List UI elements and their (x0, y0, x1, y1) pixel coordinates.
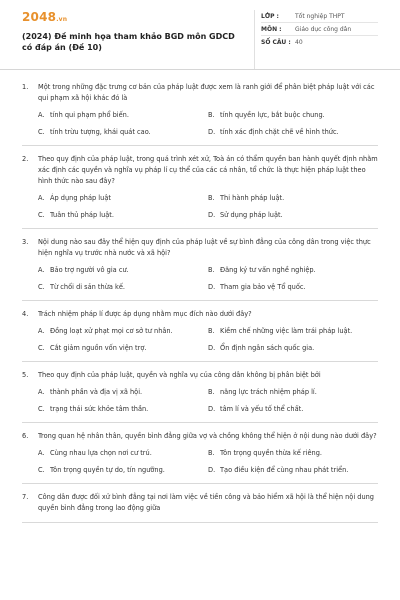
logo-main: 2048 (22, 10, 57, 24)
meta-row-subject (261, 23, 378, 36)
answer-option[interactable] (208, 193, 378, 203)
answer-option[interactable] (38, 326, 208, 336)
question-stem (22, 431, 378, 442)
question-number: 3. (22, 238, 29, 246)
option-letter: A. (38, 449, 45, 457)
option-text: Tuân thủ pháp luật. (50, 211, 114, 219)
answer-options (22, 193, 378, 220)
question-number: 7. (22, 493, 29, 501)
question-list (0, 70, 400, 523)
answer-options (22, 110, 378, 137)
answer-option[interactable] (38, 343, 208, 353)
answer-option[interactable] (38, 193, 208, 203)
site-logo[interactable] (22, 10, 244, 26)
option-letter: B. (208, 388, 215, 396)
answer-option[interactable] (208, 110, 378, 120)
answer-option[interactable] (38, 448, 208, 458)
question-number: 4. (22, 310, 29, 318)
answer-option[interactable] (208, 265, 378, 275)
option-text: tính xác định chặt chẽ về hình thức. (220, 128, 339, 136)
option-text: Bảo trợ người vô gia cư. (50, 266, 129, 274)
option-text: tâm lí và yếu tố thể chất. (220, 405, 304, 413)
question-2 (22, 154, 378, 229)
answer-option[interactable] (208, 465, 378, 475)
option-text: Cắt giảm nguồn vốn viện trợ. (50, 344, 147, 352)
meta-key: MÔN : (261, 25, 282, 33)
answer-option[interactable] (38, 110, 208, 120)
answer-option[interactable] (208, 448, 378, 458)
option-text: Sử dụng pháp luật. (220, 211, 283, 219)
meta-value: 40 (295, 39, 303, 46)
question-number: 1. (22, 83, 29, 91)
option-text: tính quyền lực, bắt buộc chung. (220, 111, 325, 119)
option-text: Tạo điều kiện để cùng nhau phát triển. (220, 466, 349, 474)
answer-options (22, 265, 378, 292)
question-text: Một trong những đặc trưng cơ bản của pháp luật được xem là ranh giới để phân biệt pháp luật với các qui phạm xã hội khác đó là (38, 83, 375, 102)
question-stem (22, 370, 378, 381)
option-letter: D. (208, 128, 216, 136)
meta-row-count (261, 36, 378, 49)
option-text: Thi hành pháp luật. (220, 194, 285, 202)
option-letter: C. (38, 344, 45, 352)
answer-option[interactable] (208, 282, 378, 292)
question-text: Trong quan hệ nhân thân, quyền bình đẳng giữa vợ và chồng không thể hiện ở nội dung nào dưới đây? (38, 432, 377, 440)
option-letter: A. (38, 111, 45, 119)
answer-options (22, 448, 378, 475)
meta-key: LỚP : (261, 12, 279, 20)
question-4 (22, 309, 378, 362)
option-text: năng lực trách nhiệm pháp lí. (220, 388, 317, 396)
document-header (0, 0, 400, 70)
option-text: tính trừu tượng, khái quát cao. (50, 128, 151, 136)
meta-key: SỐ CÂU : (261, 39, 291, 46)
option-letter: B. (208, 266, 215, 274)
option-letter: B. (208, 111, 215, 119)
answer-option[interactable] (208, 387, 378, 397)
option-text: Tham gia bảo vệ Tổ quốc. (220, 283, 306, 291)
answer-option[interactable] (38, 210, 208, 220)
answer-option[interactable] (38, 465, 208, 475)
option-letter: C. (38, 211, 45, 219)
document-title: (2024) Đề minh họa tham khảo BGD môn GDCD có đáp án (Đề 10) (22, 32, 235, 52)
option-text: Tôn trọng quyền tự do, tín ngưỡng. (50, 466, 165, 474)
option-letter: A. (38, 194, 45, 202)
answer-option[interactable] (38, 282, 208, 292)
option-text: Ổn định ngân sách quốc gia. (220, 344, 315, 352)
answer-option[interactable] (38, 404, 208, 414)
question-text: Công dân được đối xử bình đẳng tại nơi làm việc về tiền công và bảo hiểm xã hội là thể hiện nội dung quyền bình đẳng trong lao động giữa (38, 493, 374, 512)
logo-suffix: .vn (56, 16, 68, 23)
question-stem (22, 82, 378, 104)
option-letter: B. (208, 449, 215, 457)
option-text: Đăng ký tư vấn nghề nghiệp. (220, 266, 316, 274)
option-text: Kiềm chế những việc làm trái pháp luật. (220, 327, 353, 335)
answer-option[interactable] (208, 326, 378, 336)
question-text: Trách nhiệm pháp lí được áp dụng nhằm mục đích nào dưới đây? (38, 310, 252, 318)
option-text: thành phần và địa vị xã hội. (50, 388, 143, 396)
question-stem (22, 309, 378, 320)
option-letter: C. (38, 128, 45, 136)
option-letter: B. (208, 327, 215, 335)
answer-option[interactable] (38, 387, 208, 397)
option-letter: B. (208, 194, 215, 202)
question-1 (22, 82, 378, 146)
option-letter: C. (38, 283, 45, 291)
answer-option[interactable] (38, 265, 208, 275)
question-text: Nội dung nào sau đây thể hiện quy định của pháp luật về sự bình đẳng của công dân trong việc thực hiện nghĩa vụ trước nhà nước và xã hội? (38, 238, 371, 257)
option-letter: A. (38, 266, 45, 274)
question-number: 6. (22, 432, 29, 440)
question-stem (22, 154, 378, 187)
meta-value: Giáo dục công dân (295, 25, 352, 33)
option-text: tính qui phạm phổ biến. (50, 111, 129, 119)
question-7 (22, 492, 378, 523)
meta-value: Tốt nghiệp THPT (295, 12, 345, 20)
meta-table (254, 10, 378, 69)
question-number: 2. (22, 155, 29, 163)
option-letter: D. (208, 344, 216, 352)
answer-option[interactable] (38, 127, 208, 137)
question-text: Theo quy định của pháp luật, quyền và nghĩa vụ của công dân không bị phân biệt bởi (38, 371, 321, 379)
option-text: Tôn trọng quyền thừa kế riêng. (220, 449, 322, 457)
question-text: Theo quy định của pháp luật, trong quá trình xét xử, Toà án có thẩm quyền ban hành quyết định nhằm xác định các quyền và nghĩa vụ pháp lí cụ thể của các cá nhân, tổ chức là thực hiện pháp luật theo hình thức nào sau đây? (38, 155, 378, 185)
option-text: Cùng nhau lựa chọn nơi cư trú. (50, 449, 152, 457)
answer-options (22, 387, 378, 414)
question-number: 5. (22, 371, 29, 379)
answer-option[interactable] (208, 343, 378, 353)
option-letter: A. (38, 327, 45, 335)
answer-option[interactable] (208, 210, 378, 220)
question-5 (22, 370, 378, 423)
option-text: trạng thái sức khỏe tâm thần. (50, 405, 149, 413)
option-letter: D. (208, 405, 216, 413)
header-left (22, 10, 244, 69)
question-3 (22, 237, 378, 301)
option-text: Áp dụng pháp luật (50, 194, 111, 202)
answer-options (22, 326, 378, 353)
question-6 (22, 431, 378, 484)
option-letter: D. (208, 283, 216, 291)
answer-option[interactable] (208, 404, 378, 414)
option-letter: D. (208, 211, 216, 219)
option-letter: D. (208, 466, 216, 474)
option-letter: C. (38, 405, 45, 413)
meta-row-class (261, 10, 378, 23)
question-stem (22, 492, 378, 514)
option-letter: C. (38, 466, 45, 474)
answer-option[interactable] (208, 127, 378, 137)
option-letter: A. (38, 388, 45, 396)
question-stem (22, 237, 378, 259)
option-text: Đồng loạt xử phạt mọi cơ sở tư nhân. (50, 327, 173, 335)
option-text: Từ chối di sản thừa kế. (50, 283, 125, 291)
